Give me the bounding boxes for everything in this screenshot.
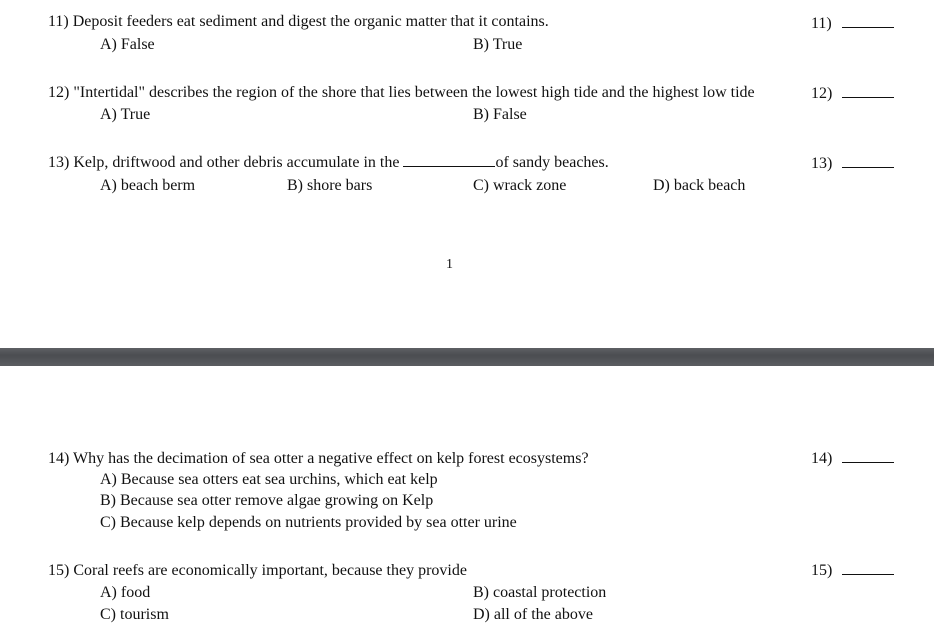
option-a: A) food [100, 584, 151, 601]
question-text: Why has the decimation of sea otter a negative effect on kelp forest ecosystems? [73, 450, 589, 467]
question-15 [48, 562, 467, 580]
question-number: 15) [48, 562, 70, 579]
option-d: D) all of the above [473, 606, 593, 623]
question-number: 11) [48, 13, 69, 30]
option-b: B) True [473, 36, 523, 53]
answer-label: 15) [811, 562, 833, 579]
option-a: A) beach berm [100, 177, 196, 194]
answer-13 [811, 155, 894, 173]
question-number: 12) [48, 84, 70, 101]
option-b: B) Because sea otter remove algae growing on Kelp [100, 492, 434, 509]
question-13 [48, 154, 609, 172]
answer-12 [811, 85, 894, 103]
answer-label: 13) [811, 155, 833, 172]
question-text: Coral reefs are economically important, because they provide [73, 562, 467, 579]
question-number: 13) [48, 154, 70, 171]
option-d: D) back beach [653, 177, 746, 194]
option-c: C) tourism [100, 606, 169, 623]
option-c: C) Because kelp depends on nutrients provided by sea otter urine [100, 514, 517, 531]
answer-blank[interactable] [842, 155, 894, 168]
answer-blank[interactable] [842, 562, 894, 575]
question-number: 14) [48, 450, 70, 467]
question-12 [48, 84, 755, 102]
answer-15 [811, 562, 894, 580]
question-text: Deposit feeders eat sediment and digest the organic matter that it contains. [72, 13, 549, 30]
question-11 [48, 13, 549, 31]
page-number: 1 [446, 257, 453, 272]
option-a: A) True [100, 106, 151, 123]
answer-label: 11) [811, 15, 832, 32]
page-divider [0, 348, 934, 366]
question-text-after: of sandy beaches. [495, 154, 609, 171]
question-text-before: Kelp, driftwood and other debris accumulate in the [73, 154, 400, 171]
answer-11 [811, 15, 894, 33]
option-b: B) coastal protection [473, 584, 607, 601]
option-b: B) False [473, 106, 527, 123]
answer-label: 12) [811, 85, 833, 102]
fill-in-blank [403, 154, 495, 167]
option-c: C) wrack zone [473, 177, 567, 194]
option-b: B) shore bars [287, 177, 373, 194]
answer-label: 14) [811, 450, 833, 467]
question-text: "Intertidal" describes the region of the shore that lies between the lowest high tide and the highest low tide [73, 84, 755, 101]
answer-14 [811, 450, 894, 468]
option-a: A) Because sea otters eat sea urchins, which eat kelp [100, 471, 438, 488]
answer-blank[interactable] [842, 85, 894, 98]
answer-blank[interactable] [842, 15, 894, 28]
page-2 [0, 366, 934, 640]
option-a: A) False [100, 36, 155, 53]
answer-blank[interactable] [842, 450, 894, 463]
question-14 [48, 450, 589, 468]
